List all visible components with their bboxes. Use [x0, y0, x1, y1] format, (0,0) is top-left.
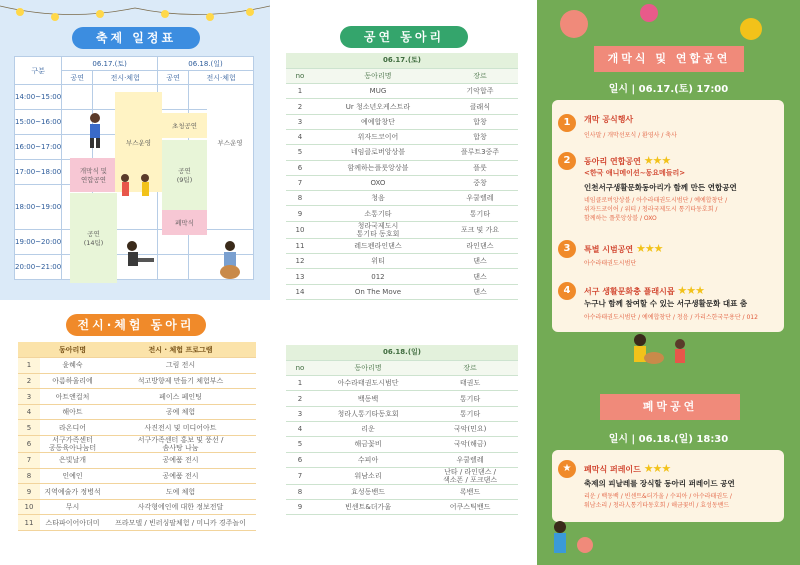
flower-decoration: [740, 18, 762, 40]
row-number: 10: [286, 221, 314, 238]
club-row: [286, 238, 518, 253]
club-name: 워남소리: [314, 467, 422, 484]
row-number: 5: [286, 437, 314, 452]
time-slot: 19:00~20:00: [15, 230, 62, 255]
row-number: 9: [286, 206, 314, 221]
exhibit-table: [18, 342, 256, 531]
club-name: 무시: [40, 499, 105, 515]
closing-banner: 폐막공연: [600, 394, 740, 420]
item-title: 개막 공식행사: [584, 115, 634, 124]
row-number: 6: [286, 452, 314, 467]
program: 국악(민요): [422, 421, 518, 436]
opening-banner: 개막식 및 연합공연: [594, 46, 744, 72]
row-number: 2: [286, 99, 314, 114]
row-number: 7: [286, 175, 314, 190]
club-row: [286, 500, 518, 515]
item-desc: 인사말 / 개막선포식 / 환영사 / 축사: [584, 132, 677, 139]
row-number: 8: [286, 191, 314, 206]
star-icon: ★★★: [635, 242, 663, 255]
item-number: 3: [558, 240, 576, 258]
club-name: 서구가족센터 공동육아나눔터: [40, 436, 105, 453]
club-name: 예예합창단: [314, 114, 442, 129]
program: 합창: [442, 114, 518, 129]
program: 사진전시 및 미디어아트: [105, 420, 256, 436]
program: 통기타: [422, 406, 518, 421]
exhibit-row: [18, 404, 256, 420]
schedule-date2: 06.18.(일): [158, 57, 254, 71]
club-name: 아름하울리에: [40, 373, 105, 389]
exhibit-header: 동아리명: [40, 342, 105, 358]
club-row: [286, 254, 518, 269]
row-number: 11: [286, 238, 314, 253]
time-slot: 18:00~19:00: [15, 185, 62, 230]
club-row: [286, 175, 518, 190]
row-number: 6: [18, 436, 40, 453]
clubs-header: 장르: [442, 68, 518, 83]
clubs-day1-label: 06.17.(토): [286, 53, 518, 68]
row-number: 1: [286, 84, 314, 99]
row-number: 7: [18, 453, 40, 469]
item-title: [584, 242, 663, 255]
closing-title-text: 폐막식 퍼레이드: [584, 465, 641, 474]
clubs-header: 동아리명: [314, 360, 422, 375]
item-number: 1: [558, 114, 576, 132]
row-number: 14: [286, 284, 314, 299]
closing-desc: 리운 / 백동백 / 빈센트&더가울 / 수피아 / 아수라태권도 / 워남소리 / 청라人통기타동호회 / 해금꽃비 / 효성동밴드: [584, 493, 732, 509]
item-subtitle: <한국 애니메이션~동요메들리>: [584, 169, 686, 177]
club-name: 위티: [314, 254, 442, 269]
club-row: [286, 191, 518, 206]
row-number: 3: [286, 406, 314, 421]
club-name: Ur 청소년오케스트라: [314, 99, 442, 114]
club-row: [286, 145, 518, 160]
program: 포크 및 가요: [442, 221, 518, 238]
time-slot: 16:00~17:00: [15, 135, 62, 160]
schedule-title: 축제 일정표: [72, 27, 200, 49]
row-number: 3: [18, 389, 40, 405]
item-line: 인천서구생활문화동아리가 함께 만든 연합공연: [584, 183, 737, 192]
program: 서구가족센터 홍보 및 풍선 / 솜사탕 나눔: [105, 436, 256, 453]
exhibit-row: [18, 499, 256, 515]
guitarist-illustration: [620, 330, 700, 375]
left-column: [0, 0, 270, 565]
opening-date: 일시 | 06.17.(토) 17:00: [608, 84, 729, 95]
program: 통기타: [442, 206, 518, 221]
schedule-block-perf14: 공연 (14팀): [70, 193, 117, 283]
program: 댄스: [442, 254, 518, 269]
row-number: 4: [286, 129, 314, 144]
schedule-sub: 전시·체험: [93, 71, 158, 85]
item-number: 4: [558, 282, 576, 300]
exhibit-row: [18, 436, 256, 453]
item-line: 누구나 함께 참여할 수 있는 서구생활문화 대표 춤: [584, 299, 748, 308]
program: 도예 체험: [105, 484, 256, 500]
item-title-text: 특별 시범공연: [584, 245, 634, 254]
row-number: 12: [286, 254, 314, 269]
schedule-block-booth2: 부스운영: [207, 92, 253, 192]
item-title-text: 서구 생활문화충 플래시몹: [584, 287, 675, 296]
pianist-illustration: [120, 238, 155, 278]
star-icon: ★★★: [643, 154, 671, 167]
schedule-block-perf9: 공연 (9팀): [162, 140, 207, 210]
row-number: 6: [286, 160, 314, 175]
closing-line: 축제의 피날레를 장식할 동아리 퍼레이드 공연: [584, 479, 735, 488]
row-number: 3: [286, 114, 314, 129]
club-name: 함께하는플룻앙상블: [314, 160, 442, 175]
club-row: [286, 99, 518, 114]
item-desc: 아수라태권도시범단: [584, 260, 637, 267]
exhibit-header: 전시 · 체험 프로그램: [105, 342, 256, 358]
program: 합창: [442, 129, 518, 144]
clubs-header: no: [286, 360, 314, 375]
club-row: [286, 421, 518, 436]
item-desc: 아수라태권도시범단 / 예예합창단 / 청음 / 카리스한국무용단 / 012: [584, 314, 758, 321]
flower-decoration: [640, 4, 658, 22]
row-number: 11: [18, 515, 40, 531]
club-name: 네임클로버앙상블: [314, 145, 442, 160]
clubs-day2-table: [286, 345, 518, 515]
closing-date: 일시 | 06.18.(일) 18:30: [608, 434, 729, 445]
club-row: [286, 452, 518, 467]
club-row: [286, 114, 518, 129]
program: 공예품 전시: [105, 468, 256, 484]
club-row: [286, 376, 518, 391]
item-desc: 네임클로버앙상블 / 아수라태권도시범단 / 예예합창단 / 위자드코이어 / 위티 / 청라국제도시 통기타동호회 / 함께하는 플룻앙상블 / OXO: [584, 197, 728, 222]
club-name: On The Move: [314, 284, 442, 299]
row-number: 5: [18, 420, 40, 436]
row-number: 9: [18, 484, 40, 500]
row-number: 8: [18, 468, 40, 484]
club-row: [286, 484, 518, 499]
program: 우쿨렐레: [442, 191, 518, 206]
closing-title: [584, 462, 670, 475]
exhibit-row: [18, 453, 256, 469]
club-name: MUG: [314, 84, 442, 99]
program: 난타 / 라인댄스 / 색소폰 / 포크댄스: [422, 467, 518, 484]
row-number: 1: [18, 358, 40, 374]
item-title-text: 동아리 연합공연: [584, 157, 641, 166]
clubs-title: 공연 동아리: [340, 26, 468, 48]
club-row: [286, 221, 518, 238]
schedule-col-label: 구분: [15, 57, 62, 85]
exhibit-header: [18, 342, 40, 358]
program: 프라모델 / 빈러싱팔체험 / 미니카 경주놀이: [105, 515, 256, 531]
club-name: 청라人통기타동호회: [314, 406, 422, 421]
club-name: 수피아: [314, 452, 422, 467]
star-icon: ★★★: [643, 462, 671, 475]
clubs-header: 동아리명: [314, 68, 442, 83]
club-row: [286, 160, 518, 175]
row-number: 4: [286, 421, 314, 436]
time-slot: 15:00~16:00: [15, 110, 62, 135]
program: 클래식: [442, 99, 518, 114]
item-title: [584, 154, 670, 167]
dancers-illustration: [115, 170, 155, 210]
club-name: 라온디어: [40, 420, 105, 436]
club-row: [286, 391, 518, 406]
program: 석고방향제 만들기 체험부스: [105, 373, 256, 389]
program: 우쿨렐레: [422, 452, 518, 467]
program: 통기타: [422, 391, 518, 406]
row-number: 10: [18, 499, 40, 515]
club-name: 스타파이어아더미: [40, 515, 105, 531]
schedule-sub: 공연: [158, 71, 189, 85]
exhibit-row: [18, 468, 256, 484]
club-row: [286, 269, 518, 284]
flower-decoration: [560, 10, 588, 38]
person-illustration: [80, 110, 110, 150]
row-number: 4: [18, 404, 40, 420]
clubs-day1-table: [286, 53, 518, 300]
program: 사각형에인에 대한 정보전달: [105, 499, 256, 515]
program: 그림 전시: [105, 358, 256, 374]
program: 태권도: [422, 376, 518, 391]
club-name: 빈센트&더가울: [314, 500, 422, 515]
program: 중창: [442, 175, 518, 190]
row-number: 7: [286, 467, 314, 484]
time-slot: 17:00~18:00: [15, 160, 62, 185]
exhibit-row: [18, 515, 256, 531]
club-name: 소통기타: [314, 206, 442, 221]
clubs-header: no: [286, 68, 314, 83]
club-name: 아트앤컬처: [40, 389, 105, 405]
program: 댄스: [442, 269, 518, 284]
program: 공예품 전시: [105, 453, 256, 469]
time-slot: 20:00~21:00: [15, 255, 62, 280]
club-name: 청음: [314, 191, 442, 206]
program: 공예 체험: [105, 404, 256, 420]
club-name: 지역예술가 정병석: [40, 484, 105, 500]
item-number: 2: [558, 152, 576, 170]
program: 어쿠스틱밴드: [422, 500, 518, 515]
club-name: 아수라태권도시범단: [314, 376, 422, 391]
star-badge-icon: ★: [558, 460, 576, 478]
star-icon: ★★★: [677, 284, 704, 297]
club-name: 윤혜숙: [40, 358, 105, 374]
clubs-day2-label: 06.18.(일): [286, 345, 518, 360]
exhibit-row: [18, 358, 256, 374]
exhibit-row: [18, 420, 256, 436]
club-name: 청라국제도시 통기타 동호회: [314, 221, 442, 238]
club-name: 해금꽃비: [314, 437, 422, 452]
program: 기악합주: [442, 84, 518, 99]
club-row: [286, 406, 518, 421]
club-name: 012: [314, 269, 442, 284]
schedule-date1: 06.17.(토): [62, 57, 158, 71]
club-name: 리운: [314, 421, 422, 436]
schedule-sub: 공연: [62, 71, 93, 85]
club-name: 해아트: [40, 404, 105, 420]
program: 국악(해금): [422, 437, 518, 452]
drummer-illustration: [210, 238, 250, 283]
schedule-block-invite: 초청공연: [162, 113, 207, 138]
club-row: [286, 284, 518, 299]
item-title: [584, 284, 704, 297]
club-name: 백동백: [314, 391, 422, 406]
row-number: 8: [286, 484, 314, 499]
time-slot: 14:00~15:00: [15, 85, 62, 110]
exhibit-row: [18, 484, 256, 500]
club-name: 인예인: [40, 468, 105, 484]
program: 록밴드: [422, 484, 518, 499]
club-row: [286, 206, 518, 221]
row-number: 1: [286, 376, 314, 391]
row-number: 9: [286, 500, 314, 515]
club-name: 위자드코이어: [314, 129, 442, 144]
schedule-sub: 전시·체험: [189, 71, 254, 85]
program: 라인댄스: [442, 238, 518, 253]
schedule-block-booth1: 부스운영: [115, 92, 162, 192]
club-name: 은빛날개: [40, 453, 105, 469]
club-row: [286, 84, 518, 99]
exhibit-title: 전시·체험 동아리: [66, 314, 206, 336]
schedule-block-closing: 폐막식: [162, 210, 207, 235]
clubs-header: 장르: [422, 360, 518, 375]
club-row: [286, 129, 518, 144]
club-name: OXO: [314, 175, 442, 190]
row-number: 13: [286, 269, 314, 284]
exhibit-row: [18, 373, 256, 389]
row-number: 2: [18, 373, 40, 389]
row-number: 5: [286, 145, 314, 160]
club-name: 효성동밴드: [314, 484, 422, 499]
program: 댄스: [442, 284, 518, 299]
program: 플루트3중주: [442, 145, 518, 160]
club-row: [286, 467, 518, 484]
row-number: 2: [286, 391, 314, 406]
exhibit-row: [18, 389, 256, 405]
schedule-block-opening: 개막식 및 연합공연: [70, 158, 117, 192]
club-name: 레드펜라인댄스: [314, 238, 442, 253]
club-row: [286, 437, 518, 452]
parade-illustration: [540, 515, 600, 565]
program: 페이스 페인팅: [105, 389, 256, 405]
program: 플룻: [442, 160, 518, 175]
string-lights: [0, 0, 270, 30]
